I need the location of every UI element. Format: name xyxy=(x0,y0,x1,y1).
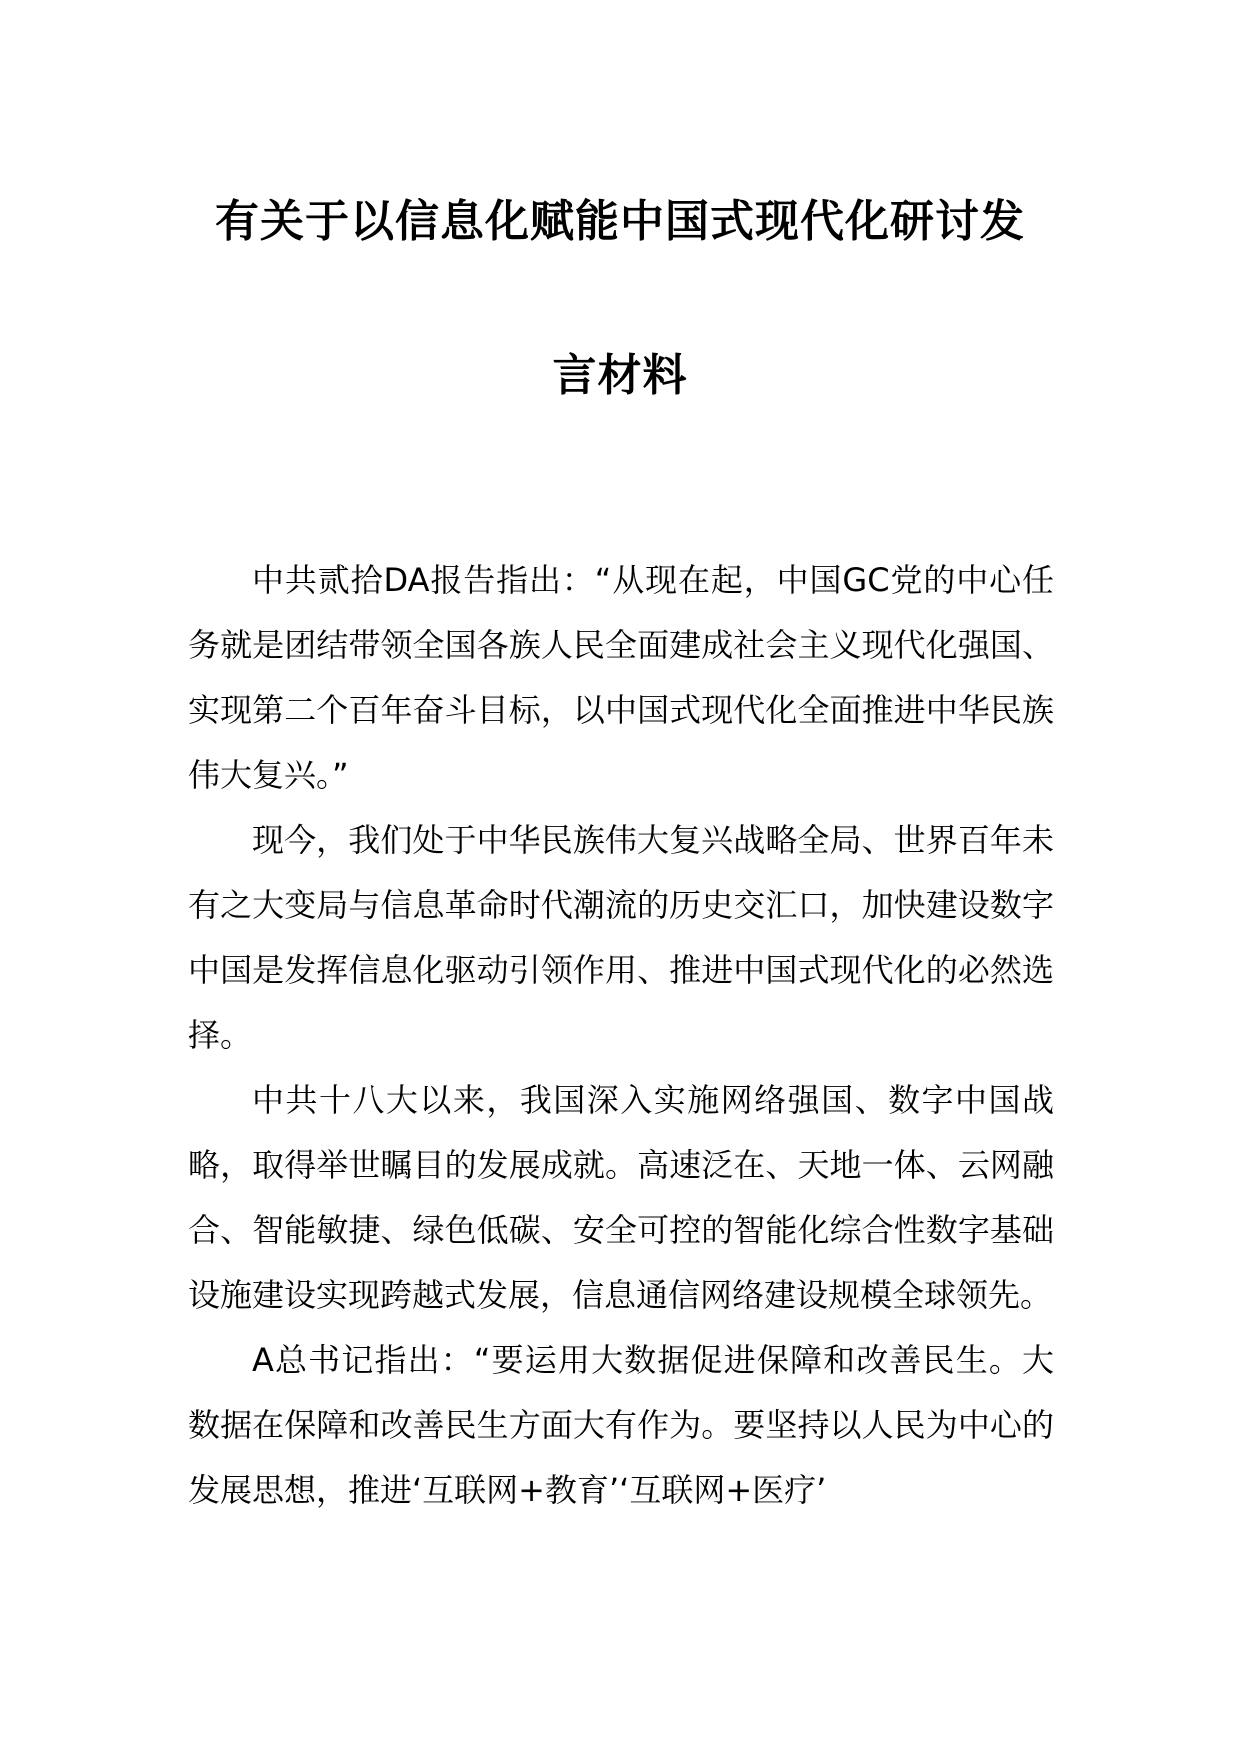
paragraph-3: 中共十八大以来，我国深入实施网络强国、数字中国战略，取得举世瞩目的发展成就。高速泛在、天地一体、云网融合、智能敏捷、绿色低碳、安全可控的智能化综合性数字基础设施建设实现跨越式发展，信息通信网络建设规模全球领先。 xyxy=(188,1081,1054,1314)
document-body xyxy=(188,548,1054,1523)
paragraph-1: 中共贰拾DA报告指出：“从现在起，中国GC党的中心任务就是团结带领全国各族人民全面建成社会主义现代化强国、实现第二个百年奋斗目标，以中国式现代化全面推进中华民族伟大复兴。” xyxy=(188,561,1054,794)
title-line-1: 有关于以信息化赋能中国式现代化研讨发 xyxy=(215,196,1025,247)
document-title xyxy=(160,190,1080,408)
paragraph-2: 现今，我们处于中华民族伟大复兴战略全局、世界百年未有之大变局与信息革命时代潮流的历史交汇口，加快建设数字中国是发挥信息化驱动引领作用、推进中国式现代化的必然选择。 xyxy=(188,821,1054,1054)
title-line-2: 言材料 xyxy=(552,350,688,401)
paragraph-4: A总书记指出：“要运用大数据促进保障和改善民生。大数据在保障和改善民生方面大有作为。要坚持以人民为中心的发展思想，推进‘互联网+教育’‘互联网+医疗’ xyxy=(188,1341,1054,1509)
